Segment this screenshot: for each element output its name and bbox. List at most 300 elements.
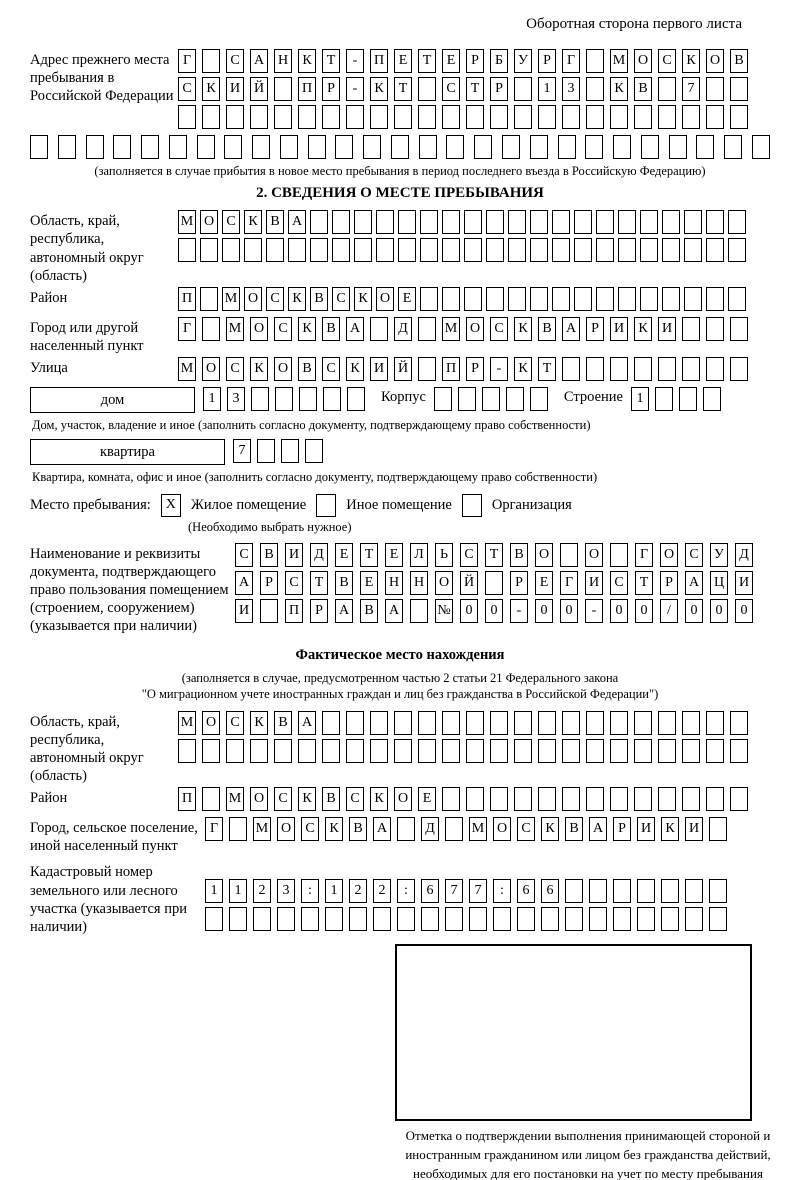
char-cell[interactable]: Ц [710, 571, 728, 595]
char-cell[interactable]: 1 [229, 879, 247, 903]
char-cell[interactable] [229, 817, 247, 841]
char-cell[interactable]: Д [394, 317, 412, 341]
char-cell[interactable] [178, 739, 196, 763]
char-cell[interactable] [506, 387, 524, 411]
char-cell[interactable] [730, 787, 748, 811]
char-cell[interactable] [610, 711, 628, 735]
char-cell[interactable] [464, 210, 482, 234]
char-cell[interactable]: Г [635, 543, 653, 567]
char-cell[interactable] [308, 135, 326, 159]
char-cell[interactable]: 1 [631, 387, 649, 411]
char-cell[interactable] [280, 135, 298, 159]
char-cell[interactable]: С [226, 49, 244, 73]
char-cell[interactable] [370, 317, 388, 341]
char-cell[interactable]: В [730, 49, 748, 73]
char-cell[interactable]: Н [385, 571, 403, 595]
char-cell[interactable] [202, 739, 220, 763]
char-cell[interactable] [418, 711, 436, 735]
char-cell[interactable]: А [562, 317, 580, 341]
char-cell[interactable] [418, 105, 436, 129]
char-cell[interactable] [347, 387, 365, 411]
char-cell[interactable]: М [178, 357, 196, 381]
char-cell[interactable] [202, 105, 220, 129]
char-cell[interactable] [322, 739, 340, 763]
char-cell[interactable] [706, 739, 724, 763]
char-cell[interactable]: И [585, 571, 603, 595]
char-cell[interactable] [113, 135, 131, 159]
char-cell[interactable] [610, 739, 628, 763]
char-cell[interactable] [724, 135, 742, 159]
char-cell[interactable]: С [285, 571, 303, 595]
char-cell[interactable] [490, 739, 508, 763]
char-cell[interactable]: В [335, 571, 353, 595]
char-cell[interactable]: Д [735, 543, 753, 567]
char-cell[interactable] [490, 787, 508, 811]
char-cell[interactable] [514, 77, 532, 101]
char-cell[interactable] [610, 787, 628, 811]
char-cell[interactable] [394, 739, 412, 763]
char-cell[interactable]: У [710, 543, 728, 567]
char-cell[interactable]: Б [490, 49, 508, 73]
char-cell[interactable] [514, 711, 532, 735]
char-cell[interactable] [538, 787, 556, 811]
char-cell[interactable] [474, 135, 492, 159]
char-cell[interactable] [730, 711, 748, 735]
char-cell[interactable]: 0 [635, 599, 653, 623]
char-cell[interactable] [354, 238, 372, 262]
char-cell[interactable]: - [346, 77, 364, 101]
char-cell[interactable]: Е [335, 543, 353, 567]
char-cell[interactable]: И [685, 817, 703, 841]
char-cell[interactable] [485, 571, 503, 595]
char-cell[interactable] [658, 77, 676, 101]
char-cell[interactable]: Т [310, 571, 328, 595]
char-cell[interactable] [301, 907, 319, 931]
char-cell[interactable] [502, 135, 520, 159]
char-cell[interactable]: С [226, 711, 244, 735]
char-cell[interactable] [466, 711, 484, 735]
char-cell[interactable] [229, 907, 247, 931]
char-cell[interactable] [202, 787, 220, 811]
char-cell[interactable] [277, 907, 295, 931]
char-cell[interactable]: Е [398, 287, 416, 311]
char-cell[interactable]: М [253, 817, 271, 841]
char-cell[interactable] [274, 739, 292, 763]
char-cell[interactable] [730, 77, 748, 101]
char-cell[interactable]: Е [360, 571, 378, 595]
char-cell[interactable] [706, 787, 724, 811]
char-cell[interactable] [682, 711, 700, 735]
char-cell[interactable] [86, 135, 104, 159]
char-cell[interactable] [178, 105, 196, 129]
char-cell[interactable]: И [235, 599, 253, 623]
char-cell[interactable]: А [589, 817, 607, 841]
char-cell[interactable] [696, 135, 714, 159]
char-cell[interactable]: 7 [445, 879, 463, 903]
char-cell[interactable] [310, 238, 328, 262]
char-cell[interactable] [565, 879, 583, 903]
char-cell[interactable]: В [565, 817, 583, 841]
char-cell[interactable]: С [460, 543, 478, 567]
char-cell[interactable] [266, 238, 284, 262]
char-cell[interactable] [349, 907, 367, 931]
char-cell[interactable] [370, 739, 388, 763]
char-cell[interactable] [376, 238, 394, 262]
char-cell[interactable]: / [660, 599, 678, 623]
char-cell[interactable] [458, 387, 476, 411]
char-cell[interactable] [538, 105, 556, 129]
char-cell[interactable] [486, 238, 504, 262]
char-cell[interactable] [530, 387, 548, 411]
char-cell[interactable]: Н [410, 571, 428, 595]
char-cell[interactable]: О [394, 787, 412, 811]
char-cell[interactable]: Т [394, 77, 412, 101]
char-cell[interactable] [298, 105, 316, 129]
char-cell[interactable] [703, 387, 721, 411]
char-cell[interactable] [662, 287, 680, 311]
char-cell[interactable] [634, 787, 652, 811]
char-cell[interactable] [586, 49, 604, 73]
char-cell[interactable] [586, 787, 604, 811]
char-cell[interactable] [418, 357, 436, 381]
char-cell[interactable]: С [517, 817, 535, 841]
char-cell[interactable] [596, 238, 614, 262]
char-cell[interactable] [585, 135, 603, 159]
char-cell[interactable] [363, 135, 381, 159]
char-cell[interactable]: К [661, 817, 679, 841]
char-cell[interactable]: О [535, 543, 553, 567]
char-cell[interactable] [682, 317, 700, 341]
char-cell[interactable] [370, 105, 388, 129]
char-cell[interactable]: А [385, 599, 403, 623]
char-cell[interactable]: 3 [227, 387, 245, 411]
char-cell[interactable]: 0 [710, 599, 728, 623]
char-cell[interactable]: Й [394, 357, 412, 381]
char-cell[interactable] [445, 907, 463, 931]
char-cell[interactable] [706, 317, 724, 341]
char-cell[interactable]: А [298, 711, 316, 735]
char-cell[interactable]: И [370, 357, 388, 381]
char-cell[interactable] [538, 711, 556, 735]
char-cell[interactable] [658, 105, 676, 129]
char-cell[interactable] [669, 135, 687, 159]
char-cell[interactable] [222, 238, 240, 262]
char-cell[interactable]: О [493, 817, 511, 841]
char-cell[interactable] [398, 238, 416, 262]
char-cell[interactable]: О [277, 817, 295, 841]
char-cell[interactable]: Г [178, 49, 196, 73]
char-cell[interactable]: К [244, 210, 262, 234]
char-cell[interactable] [442, 787, 460, 811]
char-cell[interactable]: Р [466, 357, 484, 381]
char-cell[interactable]: : [301, 879, 319, 903]
char-cell[interactable]: 1 [325, 879, 343, 903]
char-cell[interactable] [613, 135, 631, 159]
checkbox-other-premises[interactable] [316, 494, 336, 517]
char-cell[interactable] [706, 210, 724, 234]
char-cell[interactable] [169, 135, 187, 159]
char-cell[interactable]: П [178, 787, 196, 811]
char-cell[interactable]: М [442, 317, 460, 341]
char-cell[interactable]: 3 [562, 77, 580, 101]
char-cell[interactable]: 3 [277, 879, 295, 903]
char-cell[interactable] [530, 135, 548, 159]
char-cell[interactable]: К [370, 787, 388, 811]
char-cell[interactable] [709, 907, 727, 931]
char-cell[interactable]: К [634, 317, 652, 341]
char-cell[interactable] [613, 879, 631, 903]
char-cell[interactable] [658, 357, 676, 381]
char-cell[interactable]: Г [562, 49, 580, 73]
char-cell[interactable]: Г [560, 571, 578, 595]
char-cell[interactable] [376, 210, 394, 234]
char-cell[interactable] [514, 105, 532, 129]
char-cell[interactable]: Р [260, 571, 278, 595]
char-cell[interactable] [730, 739, 748, 763]
char-cell[interactable] [610, 105, 628, 129]
char-cell[interactable] [728, 210, 746, 234]
char-cell[interactable]: № [435, 599, 453, 623]
char-cell[interactable] [679, 387, 697, 411]
char-cell[interactable] [640, 210, 658, 234]
char-cell[interactable]: С [346, 787, 364, 811]
char-cell[interactable]: В [298, 357, 316, 381]
char-cell[interactable]: К [370, 77, 388, 101]
char-cell[interactable]: Р [466, 49, 484, 73]
char-cell[interactable] [346, 739, 364, 763]
char-cell[interactable]: Л [410, 543, 428, 567]
char-cell[interactable]: К [682, 49, 700, 73]
char-cell[interactable] [730, 105, 748, 129]
char-cell[interactable]: Т [418, 49, 436, 73]
char-cell[interactable] [200, 238, 218, 262]
char-cell[interactable] [410, 599, 428, 623]
char-cell[interactable]: 0 [685, 599, 703, 623]
char-cell[interactable] [634, 105, 652, 129]
char-cell[interactable]: 7 [233, 439, 251, 463]
char-cell[interactable] [530, 287, 548, 311]
char-cell[interactable]: С [301, 817, 319, 841]
char-cell[interactable]: Р [322, 77, 340, 101]
char-cell[interactable] [202, 317, 220, 341]
char-cell[interactable] [58, 135, 76, 159]
char-cell[interactable] [706, 105, 724, 129]
char-cell[interactable]: Е [394, 49, 412, 73]
char-cell[interactable] [274, 77, 292, 101]
char-cell[interactable] [373, 907, 391, 931]
char-cell[interactable]: А [346, 317, 364, 341]
char-cell[interactable]: Т [538, 357, 556, 381]
char-cell[interactable] [446, 135, 464, 159]
char-cell[interactable] [322, 711, 340, 735]
char-cell[interactable] [661, 907, 679, 931]
char-cell[interactable] [482, 387, 500, 411]
char-cell[interactable]: О [202, 357, 220, 381]
char-cell[interactable] [205, 907, 223, 931]
char-cell[interactable]: А [250, 49, 268, 73]
char-cell[interactable] [250, 739, 268, 763]
char-cell[interactable] [346, 711, 364, 735]
char-cell[interactable] [298, 739, 316, 763]
char-cell[interactable] [244, 238, 262, 262]
char-cell[interactable] [442, 238, 460, 262]
char-cell[interactable] [325, 907, 343, 931]
char-cell[interactable] [586, 739, 604, 763]
char-cell[interactable]: 0 [485, 599, 503, 623]
char-cell[interactable]: П [298, 77, 316, 101]
char-cell[interactable] [305, 439, 323, 463]
char-cell[interactable] [391, 135, 409, 159]
char-cell[interactable] [508, 287, 526, 311]
char-cell[interactable] [445, 817, 463, 841]
char-cell[interactable] [397, 817, 415, 841]
char-cell[interactable] [517, 907, 535, 931]
char-cell[interactable] [464, 238, 482, 262]
char-cell[interactable]: В [510, 543, 528, 567]
char-cell[interactable]: Д [421, 817, 439, 841]
char-cell[interactable]: М [178, 210, 196, 234]
char-cell[interactable] [586, 105, 604, 129]
char-cell[interactable] [486, 210, 504, 234]
char-cell[interactable]: К [610, 77, 628, 101]
char-cell[interactable] [281, 439, 299, 463]
char-cell[interactable]: М [610, 49, 628, 73]
char-cell[interactable]: Д [310, 543, 328, 567]
char-cell[interactable] [589, 879, 607, 903]
char-cell[interactable]: С [685, 543, 703, 567]
char-cell[interactable]: К [541, 817, 559, 841]
checkbox-organization[interactable] [462, 494, 482, 517]
char-cell[interactable] [323, 387, 341, 411]
char-cell[interactable]: О [250, 317, 268, 341]
char-cell[interactable] [560, 543, 578, 567]
char-cell[interactable] [466, 787, 484, 811]
char-cell[interactable]: Й [250, 77, 268, 101]
char-cell[interactable] [252, 135, 270, 159]
char-cell[interactable] [574, 287, 592, 311]
char-cell[interactable]: К [325, 817, 343, 841]
char-cell[interactable] [508, 210, 526, 234]
char-cell[interactable]: Т [466, 77, 484, 101]
char-cell[interactable] [618, 287, 636, 311]
char-cell[interactable] [442, 739, 460, 763]
char-cell[interactable]: К [288, 287, 306, 311]
char-cell[interactable] [730, 357, 748, 381]
char-cell[interactable] [618, 210, 636, 234]
char-cell[interactable]: 2 [253, 879, 271, 903]
char-cell[interactable] [178, 238, 196, 262]
char-cell[interactable] [530, 210, 548, 234]
checkbox-residential[interactable]: X [161, 494, 181, 517]
char-cell[interactable] [613, 907, 631, 931]
char-cell[interactable] [562, 787, 580, 811]
char-cell[interactable] [728, 287, 746, 311]
char-cell[interactable] [30, 135, 48, 159]
char-cell[interactable] [562, 105, 580, 129]
char-cell[interactable]: Р [310, 599, 328, 623]
char-cell[interactable]: В [360, 599, 378, 623]
char-cell[interactable]: 0 [560, 599, 578, 623]
char-cell[interactable]: М [222, 287, 240, 311]
char-cell[interactable] [260, 599, 278, 623]
char-cell[interactable] [141, 135, 159, 159]
char-cell[interactable] [637, 879, 655, 903]
char-cell[interactable]: 1 [205, 879, 223, 903]
char-cell[interactable]: Р [586, 317, 604, 341]
char-cell[interactable] [370, 711, 388, 735]
char-cell[interactable] [421, 907, 439, 931]
char-cell[interactable] [251, 387, 269, 411]
char-cell[interactable]: К [354, 287, 372, 311]
char-cell[interactable] [634, 357, 652, 381]
char-cell[interactable]: - [490, 357, 508, 381]
char-cell[interactable] [706, 238, 724, 262]
char-cell[interactable] [552, 287, 570, 311]
char-cell[interactable] [332, 238, 350, 262]
char-cell[interactable]: М [226, 317, 244, 341]
char-cell[interactable]: О [244, 287, 262, 311]
char-cell[interactable]: В [349, 817, 367, 841]
char-cell[interactable]: О [376, 287, 394, 311]
char-cell[interactable] [662, 238, 680, 262]
char-cell[interactable] [684, 210, 702, 234]
char-cell[interactable] [253, 907, 271, 931]
char-cell[interactable]: К [298, 787, 316, 811]
char-cell[interactable] [508, 238, 526, 262]
char-cell[interactable]: К [514, 357, 532, 381]
char-cell[interactable] [685, 879, 703, 903]
char-cell[interactable]: В [538, 317, 556, 341]
char-cell[interactable] [493, 907, 511, 931]
char-cell[interactable]: - [346, 49, 364, 73]
char-cell[interactable] [442, 105, 460, 129]
char-cell[interactable] [684, 238, 702, 262]
char-cell[interactable]: О [706, 49, 724, 73]
char-cell[interactable]: М [178, 711, 196, 735]
char-cell[interactable] [226, 105, 244, 129]
char-cell[interactable] [709, 817, 727, 841]
char-cell[interactable] [288, 238, 306, 262]
char-cell[interactable]: В [260, 543, 278, 567]
char-cell[interactable] [354, 210, 372, 234]
char-cell[interactable] [418, 77, 436, 101]
char-cell[interactable]: В [634, 77, 652, 101]
char-cell[interactable]: В [322, 787, 340, 811]
char-cell[interactable]: 7 [469, 879, 487, 903]
char-cell[interactable]: П [285, 599, 303, 623]
char-cell[interactable]: И [285, 543, 303, 567]
char-cell[interactable]: М [469, 817, 487, 841]
char-cell[interactable] [469, 907, 487, 931]
char-cell[interactable]: И [735, 571, 753, 595]
char-cell[interactable] [420, 238, 438, 262]
char-cell[interactable]: Р [660, 571, 678, 595]
char-cell[interactable] [464, 287, 482, 311]
char-cell[interactable]: Р [538, 49, 556, 73]
char-cell[interactable]: Т [635, 571, 653, 595]
char-cell[interactable]: Е [385, 543, 403, 567]
char-cell[interactable]: 6 [421, 879, 439, 903]
char-cell[interactable] [490, 105, 508, 129]
char-cell[interactable] [420, 210, 438, 234]
char-cell[interactable]: Й [460, 571, 478, 595]
char-cell[interactable] [562, 357, 580, 381]
char-cell[interactable] [514, 787, 532, 811]
char-cell[interactable]: И [610, 317, 628, 341]
char-cell[interactable] [658, 787, 676, 811]
char-cell[interactable]: 7 [682, 77, 700, 101]
char-cell[interactable] [618, 238, 636, 262]
